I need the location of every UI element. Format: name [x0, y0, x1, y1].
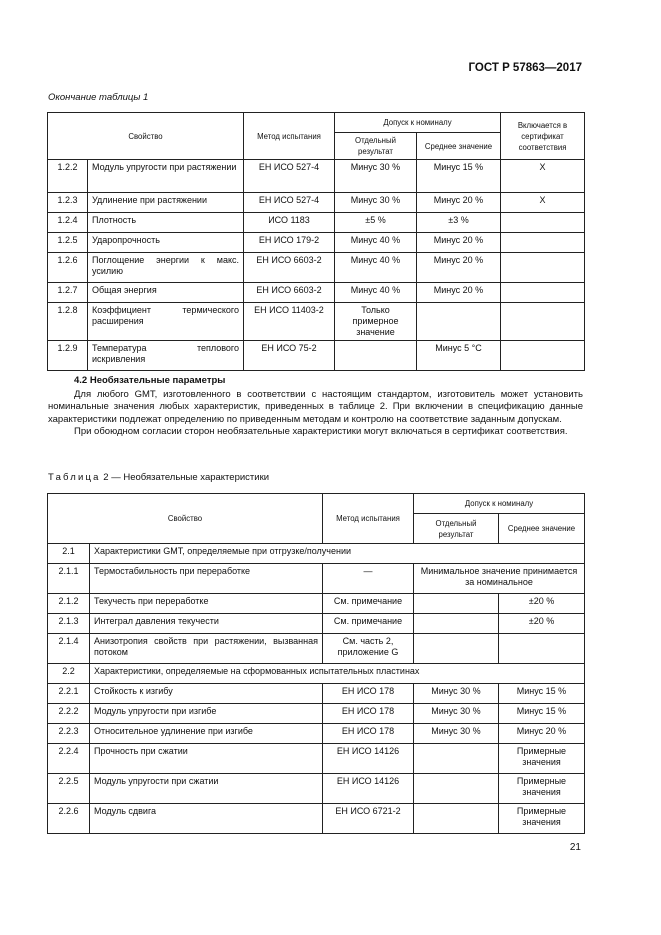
row-individual: [414, 614, 499, 634]
row-average: Минус 20 %: [417, 233, 501, 253]
table1-continuation-label: Окончание таблицы 1: [48, 92, 149, 103]
row-individual: ±5 %: [335, 213, 417, 233]
row-average: ±20 %: [499, 594, 585, 614]
row-individual: Минус 40 %: [335, 253, 417, 283]
row-individual: [414, 744, 499, 774]
row-method: См. часть 2, приложение G: [323, 634, 414, 664]
row-average: Примерные значения: [499, 744, 585, 774]
row-method: ЕН ИСО 178: [323, 704, 414, 724]
row-individual: Минус 30 %: [414, 684, 499, 704]
row-number: 1.2.8: [48, 303, 88, 341]
table-row: [48, 213, 585, 233]
table-2: [47, 493, 585, 834]
row-individual: [335, 341, 417, 371]
caption-word: Таблица: [48, 472, 101, 483]
row-method: ЕН ИСО 75-2: [244, 341, 335, 371]
row-number: 1.2.3: [48, 193, 88, 213]
row-number: 2.2.1: [48, 684, 90, 704]
row-individual: [414, 594, 499, 614]
row-number: 1.2.2: [48, 160, 88, 193]
row-average: Минус 15 %: [417, 160, 501, 193]
table-row: [48, 193, 585, 213]
row-property: Коэффициент термического расширения: [88, 303, 244, 341]
row-average: [499, 634, 585, 664]
t2-header-method: Метод испытания: [323, 494, 414, 544]
table-row: [48, 283, 585, 303]
section-title: Характеристики, определяемые на сформованных испытательных пластинах: [90, 664, 585, 684]
row-average: Минус 20 %: [499, 724, 585, 744]
t2-header-average: Среднее значение: [499, 514, 585, 544]
row-property: Плотность: [88, 213, 244, 233]
t2-header-individual: Отдельный результат: [414, 514, 499, 544]
table-row: [48, 704, 585, 724]
row-certificate: [501, 233, 585, 253]
row-certificate: [501, 341, 585, 371]
table-row: [48, 303, 585, 341]
row-certificate: [501, 283, 585, 303]
table-section-row: [48, 664, 585, 684]
row-number: 2.1.1: [48, 564, 90, 594]
row-number: 1.2.9: [48, 341, 88, 371]
row-method: См. примечание: [323, 594, 414, 614]
table-row: [48, 744, 585, 774]
table-1: [47, 112, 585, 371]
row-average: Минус 15 %: [499, 684, 585, 704]
row-property: Ударопрочность: [88, 233, 244, 253]
row-certificate: [501, 303, 585, 341]
row-individual: Минус 30 %: [335, 193, 417, 213]
row-certificate: [501, 213, 585, 233]
t1-header-property: Свойство: [48, 113, 244, 160]
row-method: См. примечание: [323, 614, 414, 634]
row-method: —: [323, 564, 414, 594]
row-average: Примерные значения: [499, 774, 585, 804]
row-method: ЕН ИСО 178: [323, 724, 414, 744]
row-number: 1.2.7: [48, 283, 88, 303]
table-section-row: [48, 544, 585, 564]
table-row: [48, 684, 585, 704]
row-certificate: [501, 253, 585, 283]
row-number: 1.2.5: [48, 233, 88, 253]
t1-header-average: Среднее значение: [417, 133, 501, 160]
table-row: [48, 724, 585, 744]
row-property: Температура теплового искривления: [88, 341, 244, 371]
row-individual: Минус 30 %: [414, 704, 499, 724]
t2-header-tolerance: Допуск к номиналу: [414, 494, 585, 514]
row-number: 2.2.6: [48, 804, 90, 834]
row-individual: Минус 40 %: [335, 283, 417, 303]
t1-header-certificate: Включается в сертификат соответствия: [501, 113, 585, 160]
row-individual: [414, 634, 499, 664]
row-individual: [414, 774, 499, 804]
section-paragraph-2: При обоюдном согласии сторон необязательные характеристики могут включаться в сертификат соответствия.: [74, 426, 568, 437]
row-method: ЕН ИСО 6721-2: [323, 804, 414, 834]
row-method: ЕН ИСО 14126: [323, 774, 414, 804]
table-row: [48, 253, 585, 283]
row-average: [417, 303, 501, 341]
row-average: Минус 15 %: [499, 704, 585, 724]
table-row: [48, 774, 585, 804]
row-number: 2.1.2: [48, 594, 90, 614]
row-property: Текучесть при переработке: [90, 594, 323, 614]
caption-title: 2 — Необязательные характеристики: [100, 472, 270, 483]
row-property: Модуль упругости при изгибе: [90, 704, 323, 724]
row-method: ЕН ИСО 11403-2: [244, 303, 335, 341]
row-individual: Минус 40 %: [335, 233, 417, 253]
row-average: Минус 20 %: [417, 283, 501, 303]
row-number: 2.2.5: [48, 774, 90, 804]
row-average: Минус 20 %: [417, 193, 501, 213]
row-number: 2.2.3: [48, 724, 90, 744]
t1-header-method: Метод испытания: [244, 113, 335, 160]
table-row: [48, 614, 585, 634]
row-individual: [414, 804, 499, 834]
section-number: 2.1: [48, 544, 90, 564]
row-individual: Минус 30 %: [414, 724, 499, 744]
row-property: Модуль сдвига: [90, 804, 323, 834]
row-property: Модуль упругости при сжатии: [90, 774, 323, 804]
row-average: ±3 %: [417, 213, 501, 233]
section-number: 2.2: [48, 664, 90, 684]
row-method: ЕН ИСО 179-2: [244, 233, 335, 253]
table2-caption: [48, 472, 269, 483]
row-property: Относительное удлинение при изгибе: [90, 724, 323, 744]
row-tolerance-merged: Минимальное значение принимается за номинальное: [414, 564, 585, 594]
row-number: 1.2.4: [48, 213, 88, 233]
row-method: ЕН ИСО 178: [323, 684, 414, 704]
row-property: Анизотропия свойств при растяжении, вызванная потоком: [90, 634, 323, 664]
row-property: Удлинение при растяжении: [88, 193, 244, 213]
table-row: [48, 233, 585, 253]
row-property: Термостабильность при переработке: [90, 564, 323, 594]
row-average: ±20 %: [499, 614, 585, 634]
row-property: Общая энергия: [88, 283, 244, 303]
table-row: [48, 564, 585, 594]
table-row: [48, 160, 585, 193]
table-row: [48, 341, 585, 371]
table-row: [48, 634, 585, 664]
t1-header-individual: Отдельный результат: [335, 133, 417, 160]
section-title: Характеристики GMT, определяемые при отгрузке/получении: [90, 544, 585, 564]
row-certificate: X: [501, 160, 585, 193]
row-method: ИСО 1183: [244, 213, 335, 233]
row-property: Поглощение энергии к макс. усилию: [88, 253, 244, 283]
page-number: 21: [569, 842, 581, 853]
row-method: ЕН ИСО 527-4: [244, 193, 335, 213]
row-individual: Только примерное значение: [335, 303, 417, 341]
row-property: Интеграл давления текучести: [90, 614, 323, 634]
row-property: Прочность при сжатии: [90, 744, 323, 774]
row-method: ЕН ИСО 6603-2: [244, 283, 335, 303]
row-number: 1.2.6: [48, 253, 88, 283]
row-method: ЕН ИСО 14126: [323, 744, 414, 774]
standard-number: ГОСТ Р 57863—2017: [468, 62, 582, 74]
row-number: 2.2.2: [48, 704, 90, 724]
row-average: Минус 20 %: [417, 253, 501, 283]
row-number: 2.1.3: [48, 614, 90, 634]
row-property: Стойкость к изгибу: [90, 684, 323, 704]
section-heading: 4.2 Необязательные параметры: [74, 375, 226, 386]
row-individual: Минус 30 %: [335, 160, 417, 193]
section-paragraph-1: Для любого GMT, изготовленного в соответствии с настоящим стандартом, изготовитель может установить номинальные значения любых характеристик, приведенных в таблице 2. При включении в спецификацию данные характеристики подлежат определению по приведенным методам и контролю на соответствие заданным допускам.: [48, 388, 583, 425]
row-average: Минус 5 °С: [417, 341, 501, 371]
table-row: [48, 594, 585, 614]
row-method: ЕН ИСО 527-4: [244, 160, 335, 193]
row-certificate: X: [501, 193, 585, 213]
row-number: 2.2.4: [48, 744, 90, 774]
row-number: 2.1.4: [48, 634, 90, 664]
row-method: ЕН ИСО 6603-2: [244, 253, 335, 283]
t2-header-property: Свойство: [48, 494, 323, 544]
t1-header-tolerance: Допуск к номиналу: [335, 113, 501, 133]
row-property: Модуль упругости при растяжении: [88, 160, 244, 193]
row-average: Примерные значения: [499, 804, 585, 834]
section-4-2: [48, 375, 583, 439]
table-row: [48, 804, 585, 834]
